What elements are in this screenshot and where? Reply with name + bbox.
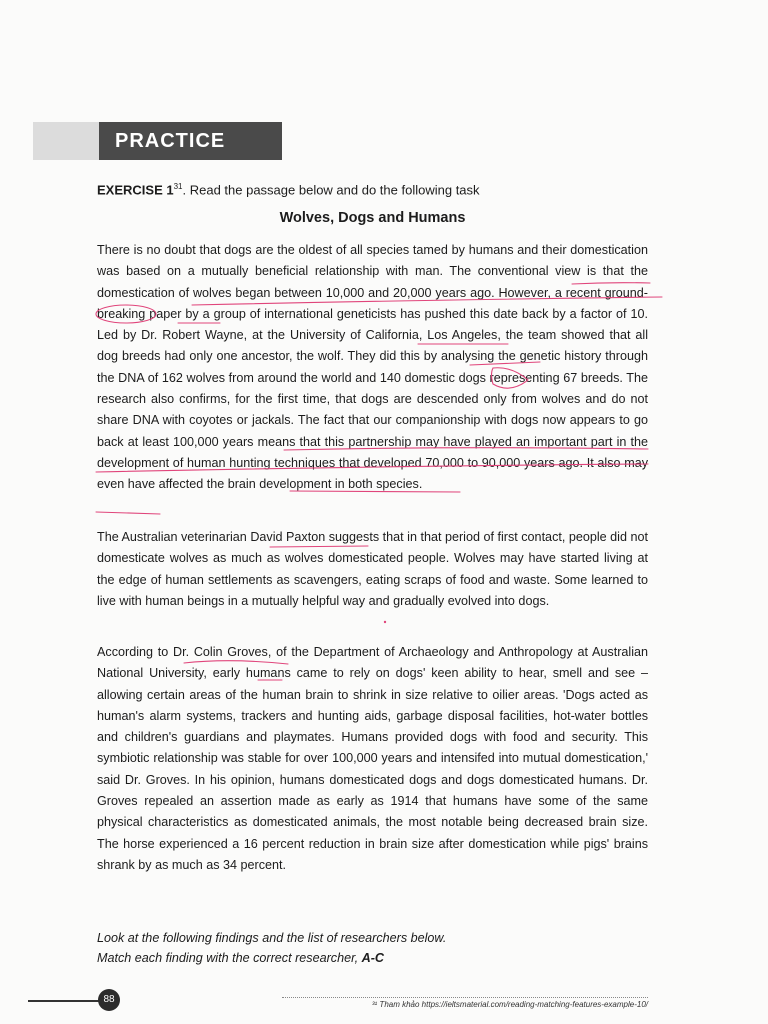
exercise-instruction: . Read the passage below and do the following task <box>182 182 480 198</box>
passage-paragraph-2: The Australian veterinarian David Paxton suggests that in that period of first contact, people did not domesticate wolves as much as wolves domesticated people. Wolves may have started living at the edge of human settlements as scavengers, eating scraps of food and waste. Some learned to live with human beings in a mutually helpful way and gradually evolved into dogs. <box>97 530 648 608</box>
footnote-ref: 31 <box>173 182 183 191</box>
passage-paragraph-3: According to Dr. Colin Groves, of the Department of Archaeology and Anthropology at Australian National University, early humans came to rely on dogs' keen ability to hear, smell and see – allowing certain areas of the human brain to shrink in size relative to oilier areas. 'Dogs acted as human's alarm systems, trackers and hunting aids, garbage disposal facilities, hot-water bottles and children's guardians and playmates. Humans provided dogs with food and security. This symbiotic relationship was stable for over 100,000 years and intensifed into mutual domestication,' said Dr. Groves. In his opinion, humans domesticated dogs and dogs domesticated humans. Dr. Groves repealed an assertion made as early as 1914 that humans have some of the same physical characteristics as domesticated animals, the most notable being decreased brain size. The horse experienced a 16 percent reduction in brain size after domestication while pigs' brains shrank by as much as 34 percent. <box>97 645 648 872</box>
exercise-number: EXERCISE 1 <box>97 182 174 198</box>
task-line-2-text: Match each finding with the correct researcher, <box>97 951 362 965</box>
exercise-heading <box>97 179 480 198</box>
task-instructions <box>97 928 648 968</box>
banner-shade <box>33 122 99 160</box>
task-line-1: Look at the following findings and the list of researchers below. <box>97 931 447 945</box>
page-rule <box>28 1000 100 1002</box>
pen-dot <box>384 621 386 623</box>
passage-title: Wolves, Dogs and Humans <box>279 210 466 226</box>
section-banner: PRACTICE <box>99 122 282 160</box>
footnote: ³¹ Tham khảo https://ieltsmaterial.com/reading-matching-features-example-10/ <box>282 997 648 1009</box>
page-number: 88 <box>98 989 120 1011</box>
task-line-2-options: A-C <box>361 951 384 965</box>
underline-years-ago <box>96 512 160 514</box>
passage-paragraph-1: There is no doubt that dogs are the oldest of all species tamed by humans and their domestication was based on a mutually beneficial relationship with man. The conventional view is that the domestication of wolves began between 10,000 and 20,000 years ago. However, a recent ground-breaking paper by a group of international geneticists has pushed this date back by a factor of 10. Led by Dr. Robert Wayne, at the University of California, Los Angeles, the team showed that all dog breeds had only one ancestor, the wolf. They did this by analysing the genetic history through the DNA of 162 wolves from around the world and 140 domestic dogs representing 67 breeds. The research also confirms, for the first time, that dogs are descended only from wolves and do not share DNA with coyotes or jackals. The fact that our companionship with dogs now appears to go back at least 100,000 years means that this partnership may have played an important part in the development of human hunting techniques that developed 70,000 to 90,000 years ago. It also may even have affected the brain development in both species. <box>97 243 648 492</box>
task-line-2 <box>97 948 648 968</box>
